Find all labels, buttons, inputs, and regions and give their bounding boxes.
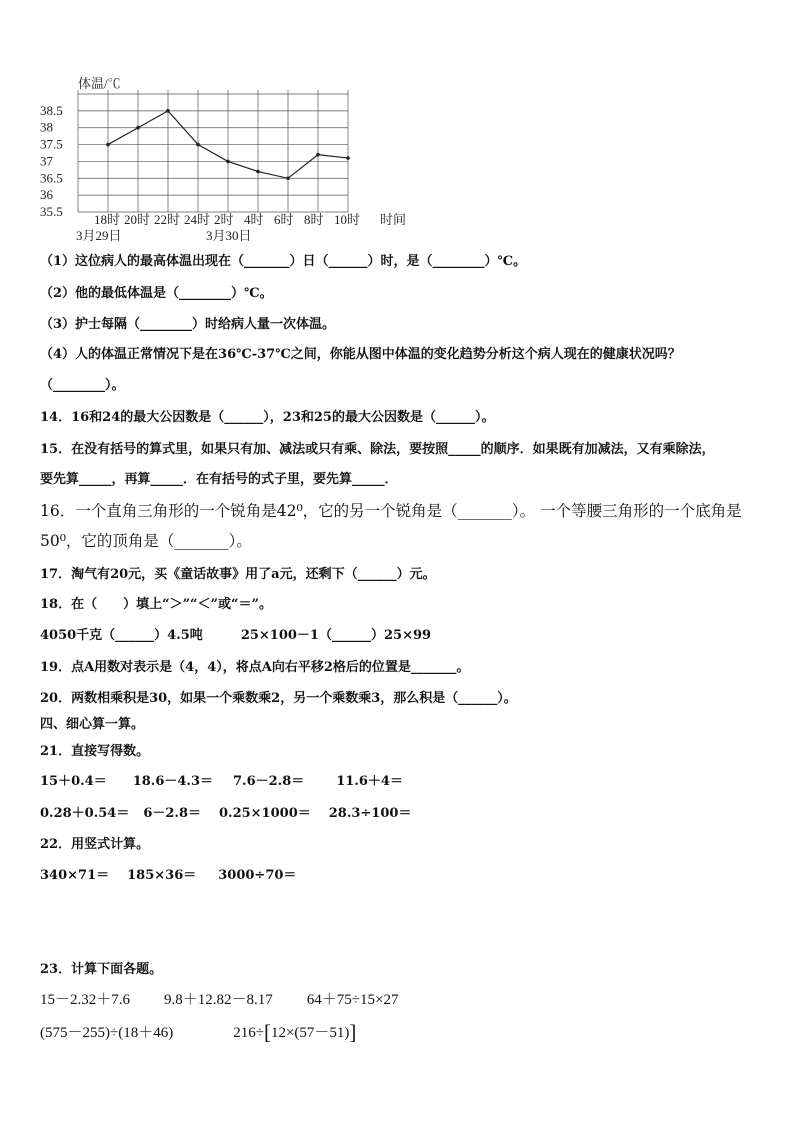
x-tick-label: 22时 [154, 212, 181, 227]
q18-item-2: 25×100－1（______）25×99 [240, 628, 432, 643]
y-tick-label: 37 [40, 153, 53, 169]
q23: 23．计算下面各题。 [40, 962, 163, 977]
q23-item: 15－2.32＋7.6 [40, 992, 131, 1008]
q20: 20．两数相乘积是30，如果一个乘数乘2，另一个乘数乘3，那么积是（______）。 [40, 691, 517, 706]
y-tick-labels [40, 103, 63, 219]
q21-item: 11.6＋4＝ [336, 774, 403, 789]
date-label-1: 3月29日 [76, 228, 122, 243]
x-axis-label: 时间 [380, 212, 407, 227]
section-4-title: 四、细心算一算。 [40, 717, 145, 732]
q13-part4-answer: （________）。 [40, 378, 125, 393]
x-tick-label: 2时 [214, 212, 234, 227]
data-point [316, 153, 320, 157]
q21-item: 15＋0.4＝ [40, 774, 107, 789]
q16-line1: 16．一个直角三角形的一个锐角是42⁰，它的另一个锐角是（_______）。 一个等腰三角形的一个底角是 [40, 502, 742, 520]
x-tick-label: 4时 [244, 212, 264, 227]
q22-items [40, 864, 296, 883]
q22-item: 3000÷70＝ [218, 868, 297, 883]
q22-item: 185×36＝ [127, 868, 197, 883]
q23-item: 64＋75÷15×27 [306, 992, 399, 1008]
y-tick-label: 36.5 [40, 170, 63, 186]
y-tick-label: 38 [40, 119, 53, 135]
y-tick-label: 37.5 [40, 136, 63, 152]
q15-line1: 15．在没有括号的算式里，如果只有加、减法或只有乘、除法，要按照_____的顺序．如果既有加减法，又有乘除法， [40, 442, 715, 457]
q21-item: 18.6－4.3＝ [132, 774, 213, 789]
q21-item: 7.6－2.8＝ [233, 774, 305, 789]
q13-part3: （3）护士每隔（________）时给病人量一次体温。 [40, 317, 336, 332]
q19: 19．点A用数对表示是（4，4），将点A向右平移2格后的位置是_______。 [40, 660, 470, 675]
data-point [196, 143, 200, 147]
q21-item: 28.3÷100＝ [328, 806, 412, 821]
data-point [256, 170, 260, 174]
q23-row2 [40, 1020, 356, 1045]
q21-row1 [40, 770, 403, 789]
temperature-line-chart [38, 76, 418, 248]
x-tick-labels [94, 212, 360, 227]
q21-item: 0.28＋0.54＝ [40, 806, 130, 821]
q22-item: 340×71＝ [40, 868, 110, 883]
q14: 14．16和24的最大公因数是（______），23和25的最大公因数是（______）。 [40, 410, 495, 425]
x-tick-label: 8时 [304, 212, 324, 227]
y-tick-label: 36 [40, 187, 53, 203]
data-point [226, 160, 230, 164]
x-tick-label: 18时 [94, 212, 121, 227]
y-tick-label: 35.5 [40, 204, 63, 219]
date-label-2: 3月30日 [206, 228, 252, 243]
q21-item: 6－2.8＝ [143, 806, 201, 821]
q21: 21．直接写得数。 [40, 744, 150, 759]
q17: 17．淘气有20元，买《童话故事》用了a元，还剩下（______）元。 [40, 567, 436, 582]
data-point [346, 156, 350, 160]
data-point [136, 126, 140, 130]
left-bracket: [ [263, 1020, 271, 1044]
q13-part2: （2）他的最低体温是（________）℃。 [40, 286, 273, 301]
data-point [106, 143, 110, 147]
q21-item: 0.25×1000＝ [219, 806, 311, 821]
y-axis-label: 体温/℃ [78, 76, 121, 91]
q23-item-prefix: 216÷ [233, 1025, 264, 1041]
data-point [286, 176, 290, 180]
q22: 22．用竖式计算。 [40, 837, 150, 852]
q13-part4: （4）人的体温正常情况下是在36℃-37℃之间，你能从图中体温的变化趋势分析这个病人现在的健康状况吗？ [40, 347, 681, 362]
x-tick-label: 10时 [334, 212, 361, 227]
q23-item-inner: 12×(57－51) [270, 1025, 350, 1041]
x-tick-label: 6时 [274, 212, 294, 227]
q23-item: (575－255)÷(18＋46) [40, 1025, 174, 1041]
x-tick-label: 20时 [124, 212, 151, 227]
q23-item: 9.8＋12.82－8.17 [164, 992, 273, 1008]
q15-line2: 要先算_____，再算_____．在有括号的式子里，要先算_____． [40, 472, 398, 487]
right-bracket: ] [349, 1020, 357, 1044]
x-tick-label: 24时 [184, 212, 211, 227]
q23-row1 [40, 988, 398, 1009]
q21-row2 [40, 802, 411, 821]
q18-items [40, 624, 431, 643]
q18: 18．在（ ）填上“＞”“＜”或“＝”。 [40, 597, 272, 612]
q18-item-1: 4050千克（______）4.5吨 [40, 628, 203, 643]
chart-grid [78, 90, 348, 212]
q13-part1: （1）这位病人的最高体温出现在（_______）日（______）时，是（________）℃。 [40, 254, 527, 269]
data-point [166, 109, 170, 113]
q16-line2: 50⁰，它的顶角是（_______）。 [40, 532, 252, 550]
y-tick-label: 38.5 [40, 102, 63, 118]
